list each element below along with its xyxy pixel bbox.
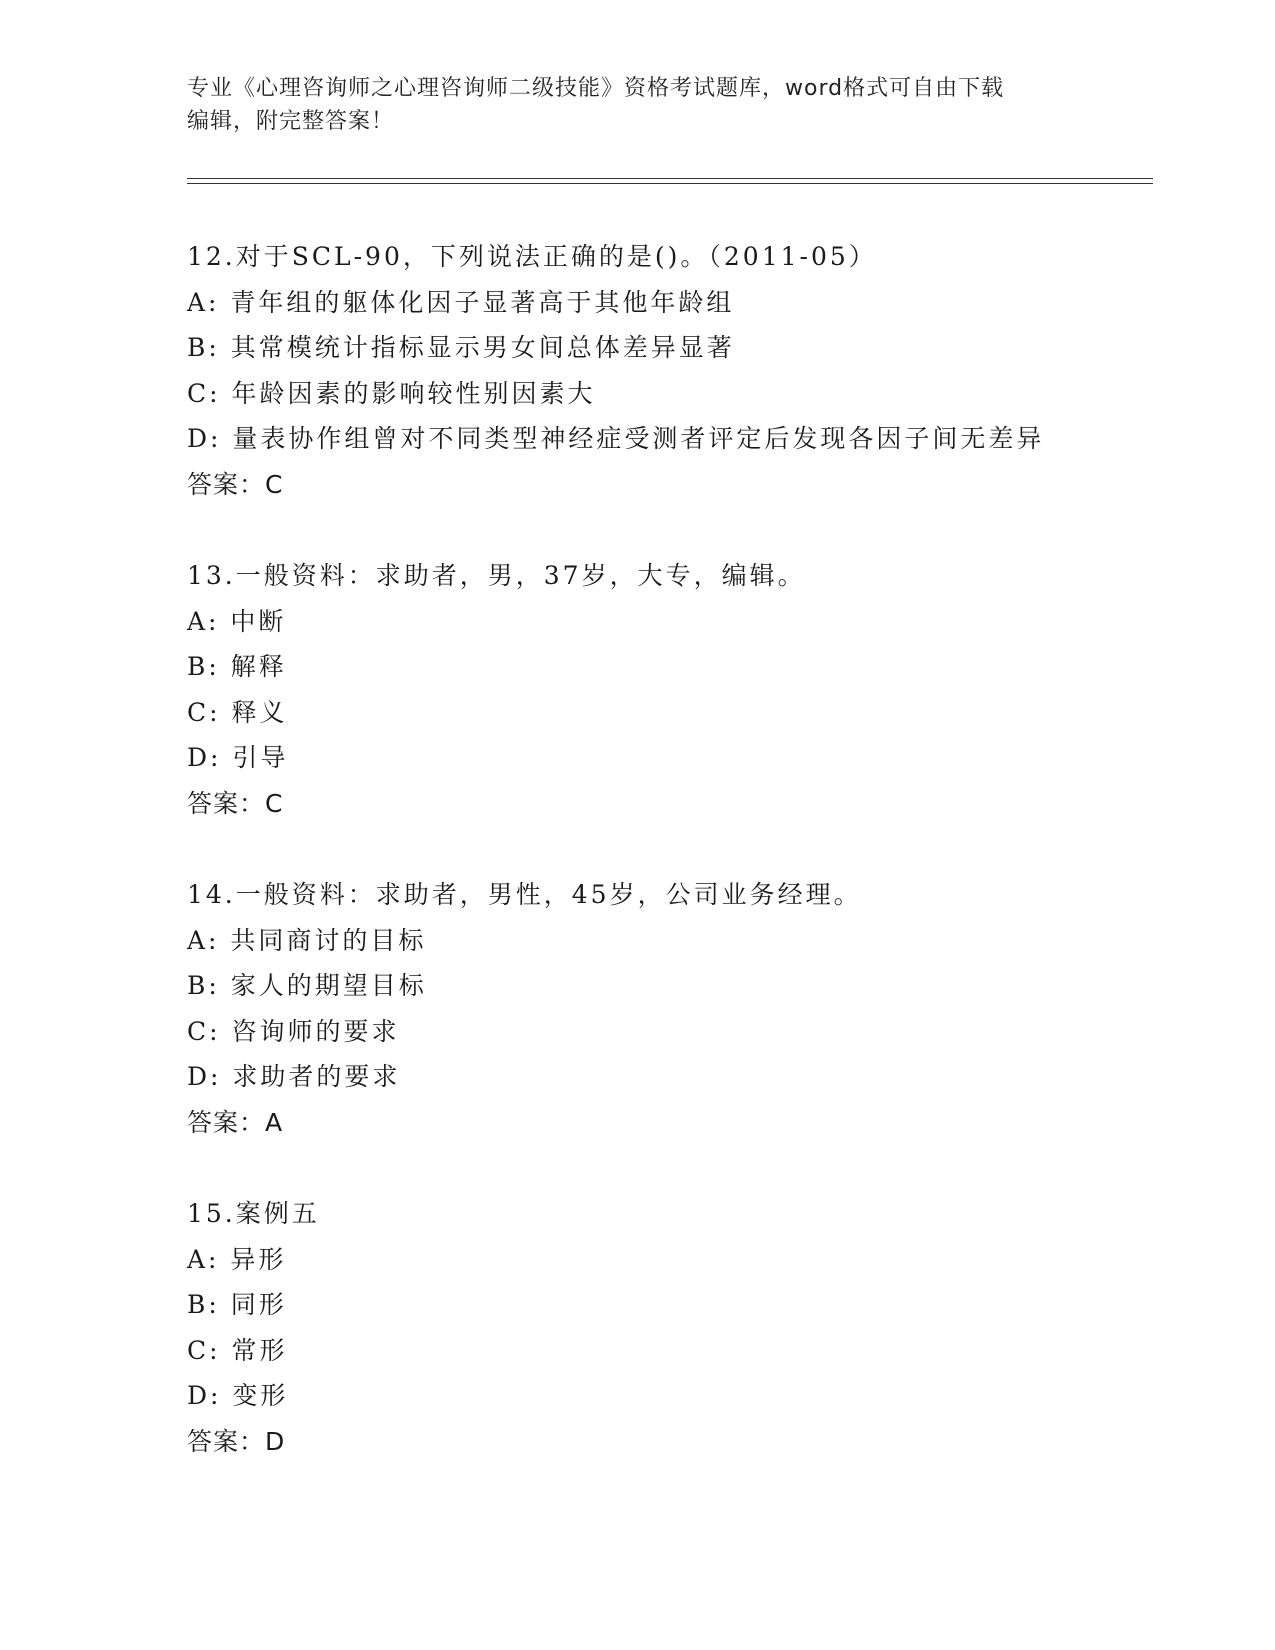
option-a: A: 青年组的躯体化因子显著高于其他年龄组: [187, 287, 735, 317]
header-divider-top: [187, 178, 1153, 179]
option-d: D: 量表协作组曾对不同类型神经症受测者评定后发现各因子间无差异: [187, 424, 1045, 453]
question-title: 14.一般资料：求助者，男性，45岁，公司业务经理。: [187, 880, 862, 909]
option-c: C: 常形: [187, 1335, 288, 1365]
option-d: D: 引导: [187, 743, 289, 772]
option-c: C: 咨询师的要求: [187, 1016, 400, 1046]
option-a: A: 共同商讨的目标: [187, 925, 427, 955]
document-header: [187, 72, 1067, 138]
option-b: B: 家人的期望目标: [187, 971, 427, 1000]
option-a: A: 中断: [187, 606, 287, 636]
option-a: A: 异形: [187, 1244, 287, 1274]
header-line-2: 编辑，附完整答案！: [187, 109, 395, 134]
option-b: B: 同形: [187, 1290, 287, 1319]
question-14: [187, 872, 1147, 1145]
question-answer: 答案：D: [187, 1426, 286, 1456]
question-answer: 答案：C: [187, 469, 284, 499]
question-title: 13.一般资料：求助者，男，37岁，大专，编辑。: [187, 561, 806, 590]
option-d: D: 变形: [187, 1381, 289, 1410]
question-12: [187, 234, 1147, 507]
option-b: B: 解释: [187, 652, 287, 681]
option-b: B: 其常模统计指标显示男女间总体差异显著: [187, 333, 735, 362]
question-answer: 答案：C: [187, 788, 284, 818]
question-15: [187, 1191, 1147, 1464]
question-title: 12.对于SCL-90，下列说法正确的是()。（2011-05）: [187, 242, 877, 271]
question-answer: 答案：A: [187, 1107, 284, 1137]
header-divider-bottom: [187, 183, 1153, 184]
question-title: 15.案例五: [187, 1199, 320, 1228]
question-13: [187, 553, 1147, 826]
header-line-1: 专业《心理咨询师之心理咨询师二级技能》资格考试题库，word格式可自由下载: [187, 76, 1005, 101]
option-d: D: 求助者的要求: [187, 1062, 401, 1091]
option-c: C: 释义: [187, 697, 288, 727]
option-c: C: 年龄因素的影响较性别因素大: [187, 378, 596, 408]
